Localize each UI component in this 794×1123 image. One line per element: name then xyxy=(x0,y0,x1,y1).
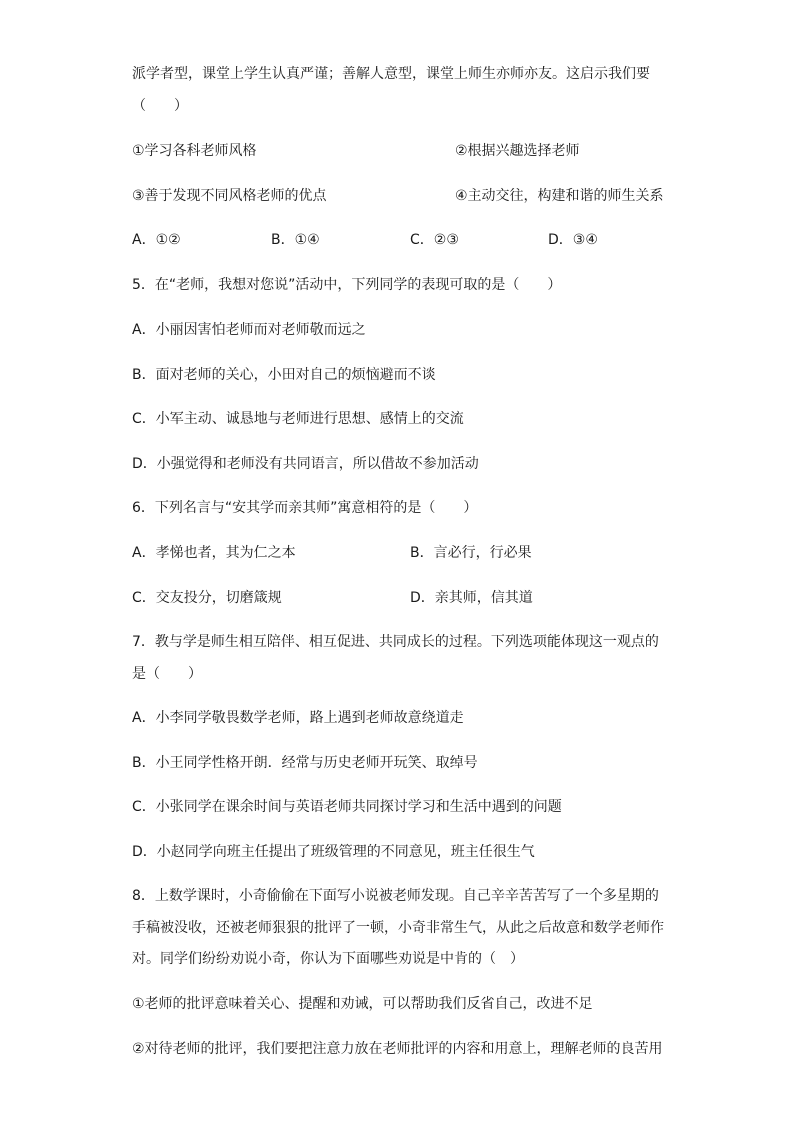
q7-option-a: A．小李同学敬畏数学老师，路上遇到老师故意绕道走 xyxy=(132,710,464,726)
q4-answer-bracket: （ ） xyxy=(132,98,188,114)
q4-statement-2: ②根据兴趣选择老师 xyxy=(455,143,580,159)
q7-stem-line-1: 7．教与学是师生相互陪伴、相互促进、共同成长的过程。下列选项能体现这一观点的 xyxy=(132,634,659,650)
q4-option-c: C．②③ xyxy=(410,232,459,248)
q7-option-b: B．小王同学性格开朗．经常与历史老师开玩笑、取绰号 xyxy=(132,755,478,771)
q4-option-d: D．③④ xyxy=(548,232,598,248)
q8-statement-1: ①老师的批评意味着关心、提醒和劝诫，可以帮助我们反省自己，改进不足 xyxy=(132,996,593,1012)
q6-option-b: B．言必行，行必果 xyxy=(410,545,532,561)
q5-option-b: B．面对老师的关心，小田对自己的烦恼避而不谈 xyxy=(132,367,436,383)
q8-stem-line-1: 8．上数学课时，小奇偷偷在下面写小说被老师发现。自己辛辛苦苦写了一个多星期的 xyxy=(132,888,659,904)
q4-option-b: B．①④ xyxy=(271,232,320,248)
q4-statement-3: ③善于发现不同风格老师的优点 xyxy=(132,188,327,204)
q8-stem-line-3: 对。同学们纷纷劝说小奇，你认为下面哪些劝说是中肯的（ ） xyxy=(132,951,524,967)
q6-stem: 6．下列名言与“安其学而亲其师”寓意相符的是（ ） xyxy=(132,500,478,516)
q5-option-d: D．小强觉得和老师没有共同语言，所以借故不参加活动 xyxy=(132,456,479,472)
q5-stem: 5．在“老师，我想对您说”活动中，下列同学的表现可取的是（ ） xyxy=(132,277,562,293)
q8-stem-line-2: 手稿被没收，还被老师狠狠的批评了一顿，小奇非常生气，从此之后故意和数学老师作 xyxy=(132,920,664,936)
q4-option-a: A．①② xyxy=(132,232,181,248)
q7-option-d: D．小赵同学向班主任提出了班级管理的不同意见，班主任很生气 xyxy=(132,844,535,860)
q4-stem-line: 派学者型，课堂上学生认真严谨；善解人意型，课堂上师生亦师亦友。这启示我们要 xyxy=(132,66,650,82)
q6-option-d: D．亲其师，信其道 xyxy=(410,590,533,606)
q5-option-a: A．小丽因害怕老师而对老师敬而远之 xyxy=(132,322,366,338)
q8-statement-2: ②对待老师的批评，我们要把注意力放在老师批评的内容和用意上，理解老师的良苦用 xyxy=(132,1041,663,1057)
q5-option-c: C．小军主动、诚恳地与老师进行思想、感情上的交流 xyxy=(132,411,464,427)
q4-statement-4: ④主动交往，构建和谐的师生关系 xyxy=(455,188,664,204)
q4-statement-1: ①学习各科老师风格 xyxy=(132,143,257,159)
q7-option-c: C．小张同学在课余时间与英语老师共同探讨学习和生活中遇到的问题 xyxy=(132,799,562,815)
q6-option-c: C．交友投分，切磨箴规 xyxy=(132,590,282,606)
q7-stem-line-2: 是（ ） xyxy=(132,666,202,682)
q6-option-a: A．孝悌也者，其为仁之本 xyxy=(132,545,296,561)
